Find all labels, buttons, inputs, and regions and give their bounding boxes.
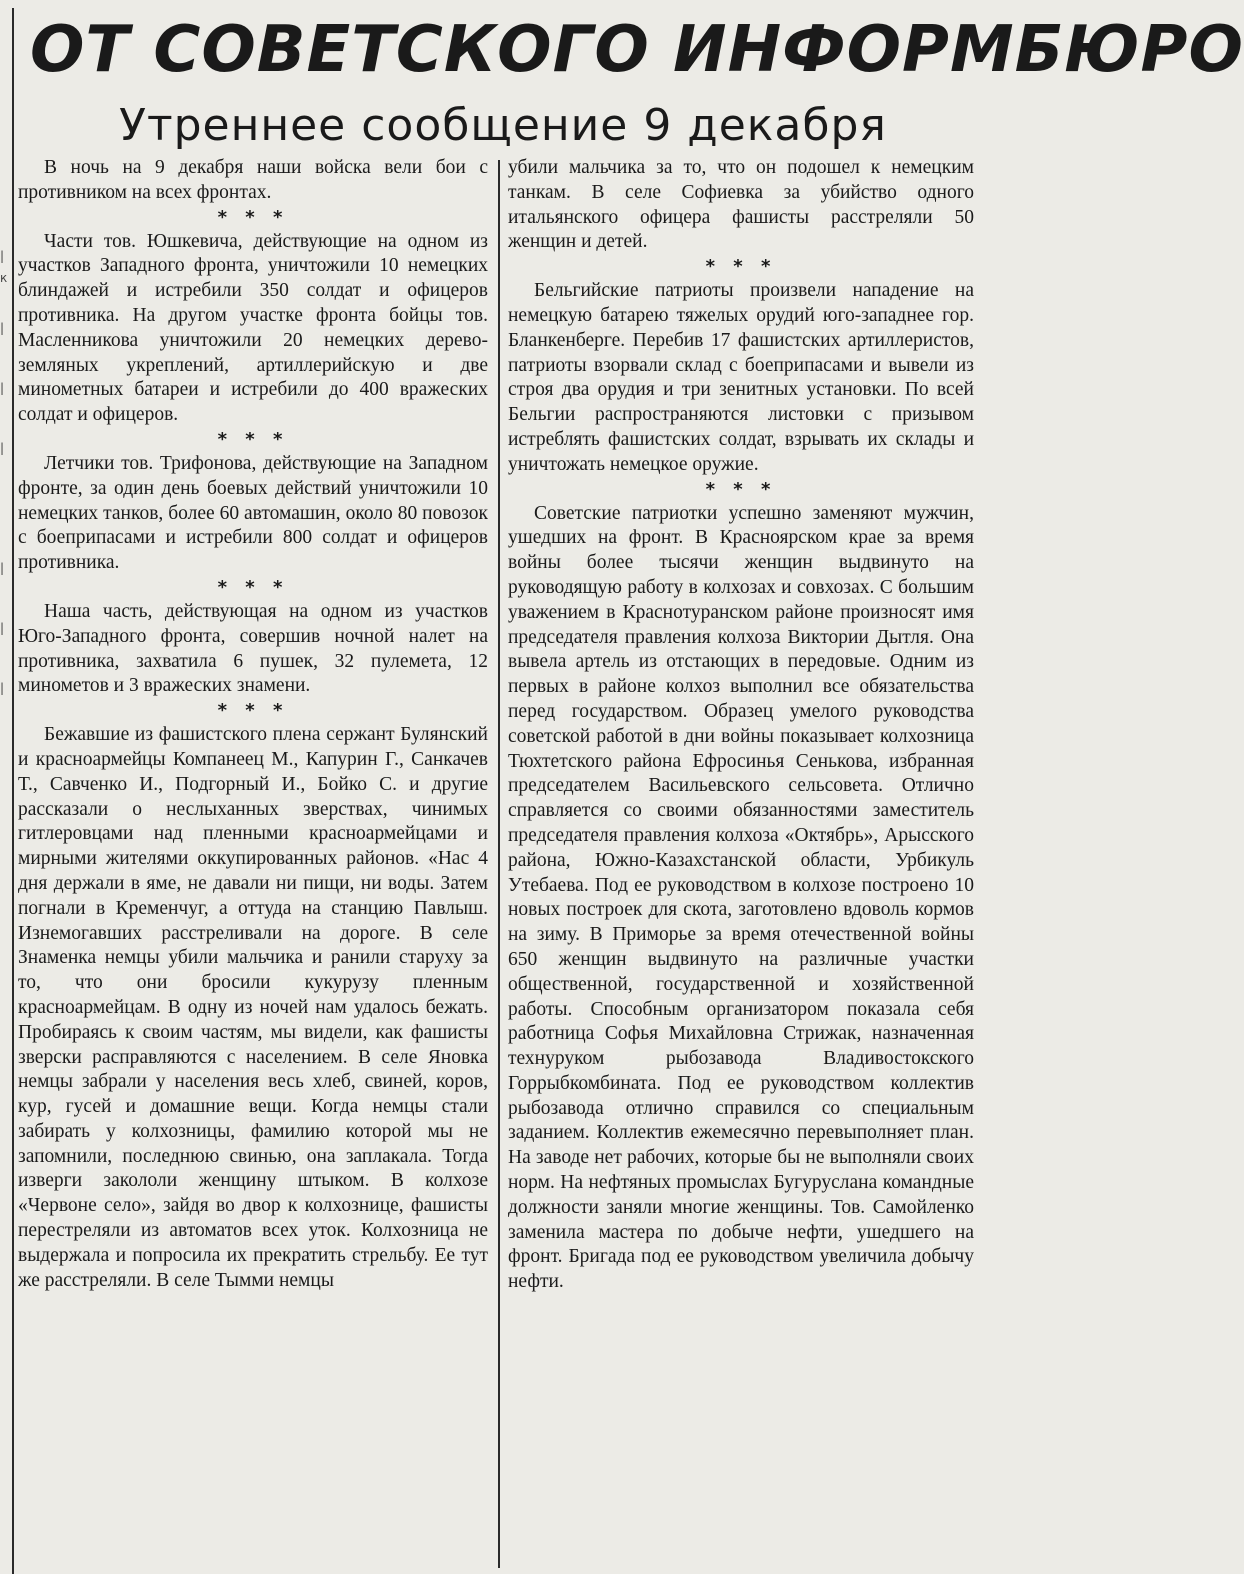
paragraph: Летчики тов. Трифонова, действующие на Западном фронте, за один день боевых действий уничтожили 10 немецких танков, более 60 автомашин, около 80 повозок с боеприпасами и истребили 800 солдат и офицеров противника. bbox=[18, 452, 488, 574]
margin-mark: | bbox=[0, 381, 5, 395]
paragraph: Бежавшие из фашистского плена сержант Булянский и красноармейцы Компанеец М., Капурин Г., Санкачев Т., Савченко И., Подгорный И., Бойко С. и другие рассказали о неслыханных зверствах, чинимых гитлеровцами над пленными красноармейцами и мирными жителями оккупированных районов. «Нас 4 дня держали в яме, не давали ни пищи, ни воды. Затем погнали в Кременчуг, а оттуда на станцию Павлыш. Изнемогавших расстреливали на дороге. В селе Знаменка немцы убили мальчика и ранили старуху за то, что они бросили кукурузу пленным красноармейцам. В одну из ночей нам удалось бежать. Пробираясь к своим частям, мы видели, как фашисты зверски расправляются с населением. В селе Яновка немцы забрали у населения весь хлеб, свиней, коров, кур, гусей и домашние вещи. Когда немцы стали забирать у колхозницы, фамилию которой мы не запомнили, последнюю свинью, она заплакала. Тогда изверги закололи женщину штыком. В колхозе «Червоне село», зайдя во двор к колхознице, фашисты перестреляли из автоматов всех уток. Колхозница не выдержала и попросила их прекратить стрельбу. Ее тут же расстреляли. В селе Тымми немцы bbox=[18, 724, 488, 1291]
page-subtitle: Утреннее сообщение 9 декабря bbox=[119, 100, 887, 151]
margin-mark: | bbox=[0, 321, 5, 335]
section-separator: * * * bbox=[705, 256, 777, 278]
margin-mark: | bbox=[0, 621, 5, 635]
margin-mark: | bbox=[0, 249, 5, 263]
margin-mark: | bbox=[0, 561, 5, 575]
paragraph: Бельгийские патриоты произвели нападение на немецкую батарею тяжелых орудий юго-западнее гор. Бланкенберге. Перебив 17 фашистских артиллеристов, патриоты взорвали склад с боеприпасами и вывели из строя два орудия и три зенитных установки. По всей Бельгии распространяются листовки с призывом истреблять фашистских солдат, взрывать их склады и уничтожать немецкое оружие. bbox=[508, 280, 974, 475]
left-border-rule bbox=[12, 8, 14, 1574]
paragraph: Наша часть, действующая на одном из участков Юго-Западного фронта, совершив ночной налет на противника, захватила 6 пушек, 32 пулемета, 12 минометов и 3 вражеских знамени. bbox=[18, 600, 488, 697]
section-separator: * * * bbox=[217, 700, 289, 722]
section-separator: * * * bbox=[217, 206, 289, 228]
column-divider bbox=[498, 160, 500, 1568]
article-column-left bbox=[18, 156, 488, 1568]
section-separator: * * * bbox=[705, 478, 777, 500]
page-title: ОТ СОВЕТСКОГО ИНФОРМБЮРО bbox=[30, 13, 1244, 87]
paragraph: Советские патриотки успешно заменяют мужчин, ушедших на фронт. В Красноярском крае за время войны более тысячи женщин выдвинуто на руководящую работу в колхозах и совхозах. С большим уважением в Краснотуранском районе произносят имя председателя правления колхоза Виктории Дытля. Она вывела артель из отстающих в передовые. Одним из первых в районе колхоз выполнил все обязательства перед государством. Образец умелого руководства советской работой в дни войны показывает колхозница Тюхтетского района Ефросинья Сенькова, избранная председателем Васильевского сельсовета. Отлично справляется со своими обязанностями заместитель председателя правления колхоза «Октябрь», Арысского района, Южно-Казахстанской области, Урбикуль Утебаева. Под ее руководством в колхозе построено 10 новых построек для скота, заготовлено вдоволь кормов на зиму. В Приморье за время отечественной войны 650 женщин выдвинуто на различные участки общественной, государственной и хозяйственной работы. Способным организатором показала себя работница Софья Михайловна Стрижак, назначенная технуруком рыбозавода Владивостокского Горрыбкомбината. Под ее руководством коллектив рыбозавода отлично справился со специальным заданием. Коллектив ежемесячно перевыполняет план. На заводе нет рабочих, которые бы не выполняли своих норм. На нефтяных промыслах Бугуруслана командные должности заняли многие женщины. Тов. Самойленко заменила мастера по добыче нефти, ушедшего на фронт. Бригада под ее руководством увеличила добычу нефти. bbox=[508, 502, 974, 1293]
paragraph-continued: убили мальчика за то, что он подошел к немецким танкам. В селе Софиевка за убийство одного итальянского офицера фашисты расстреляли 50 женщин и детей. bbox=[508, 157, 974, 253]
margin-mark: | bbox=[0, 681, 5, 695]
margin-mark: к bbox=[0, 271, 8, 285]
section-separator: * * * bbox=[217, 428, 289, 450]
margin-mark: | bbox=[0, 441, 5, 455]
section-separator: * * * bbox=[217, 576, 289, 598]
article-column-right bbox=[508, 156, 974, 1568]
paragraph: Части тов. Юшкевича, действующие на одном из участков Западного фронта, уничтожили 10 немецких блиндажей и истребили 350 солдат и офицеров противника. На другом участке фронта бойцы тов. Масленникова уничтожили 20 немецких дерево-земляных укреплений, артиллерийскую и две минометных батареи и истребили до 400 вражеских солдат и офицеров. bbox=[18, 230, 488, 426]
paragraph: В ночь на 9 декабря наши войска вели бои с противником на всех фронтах. bbox=[18, 157, 488, 203]
